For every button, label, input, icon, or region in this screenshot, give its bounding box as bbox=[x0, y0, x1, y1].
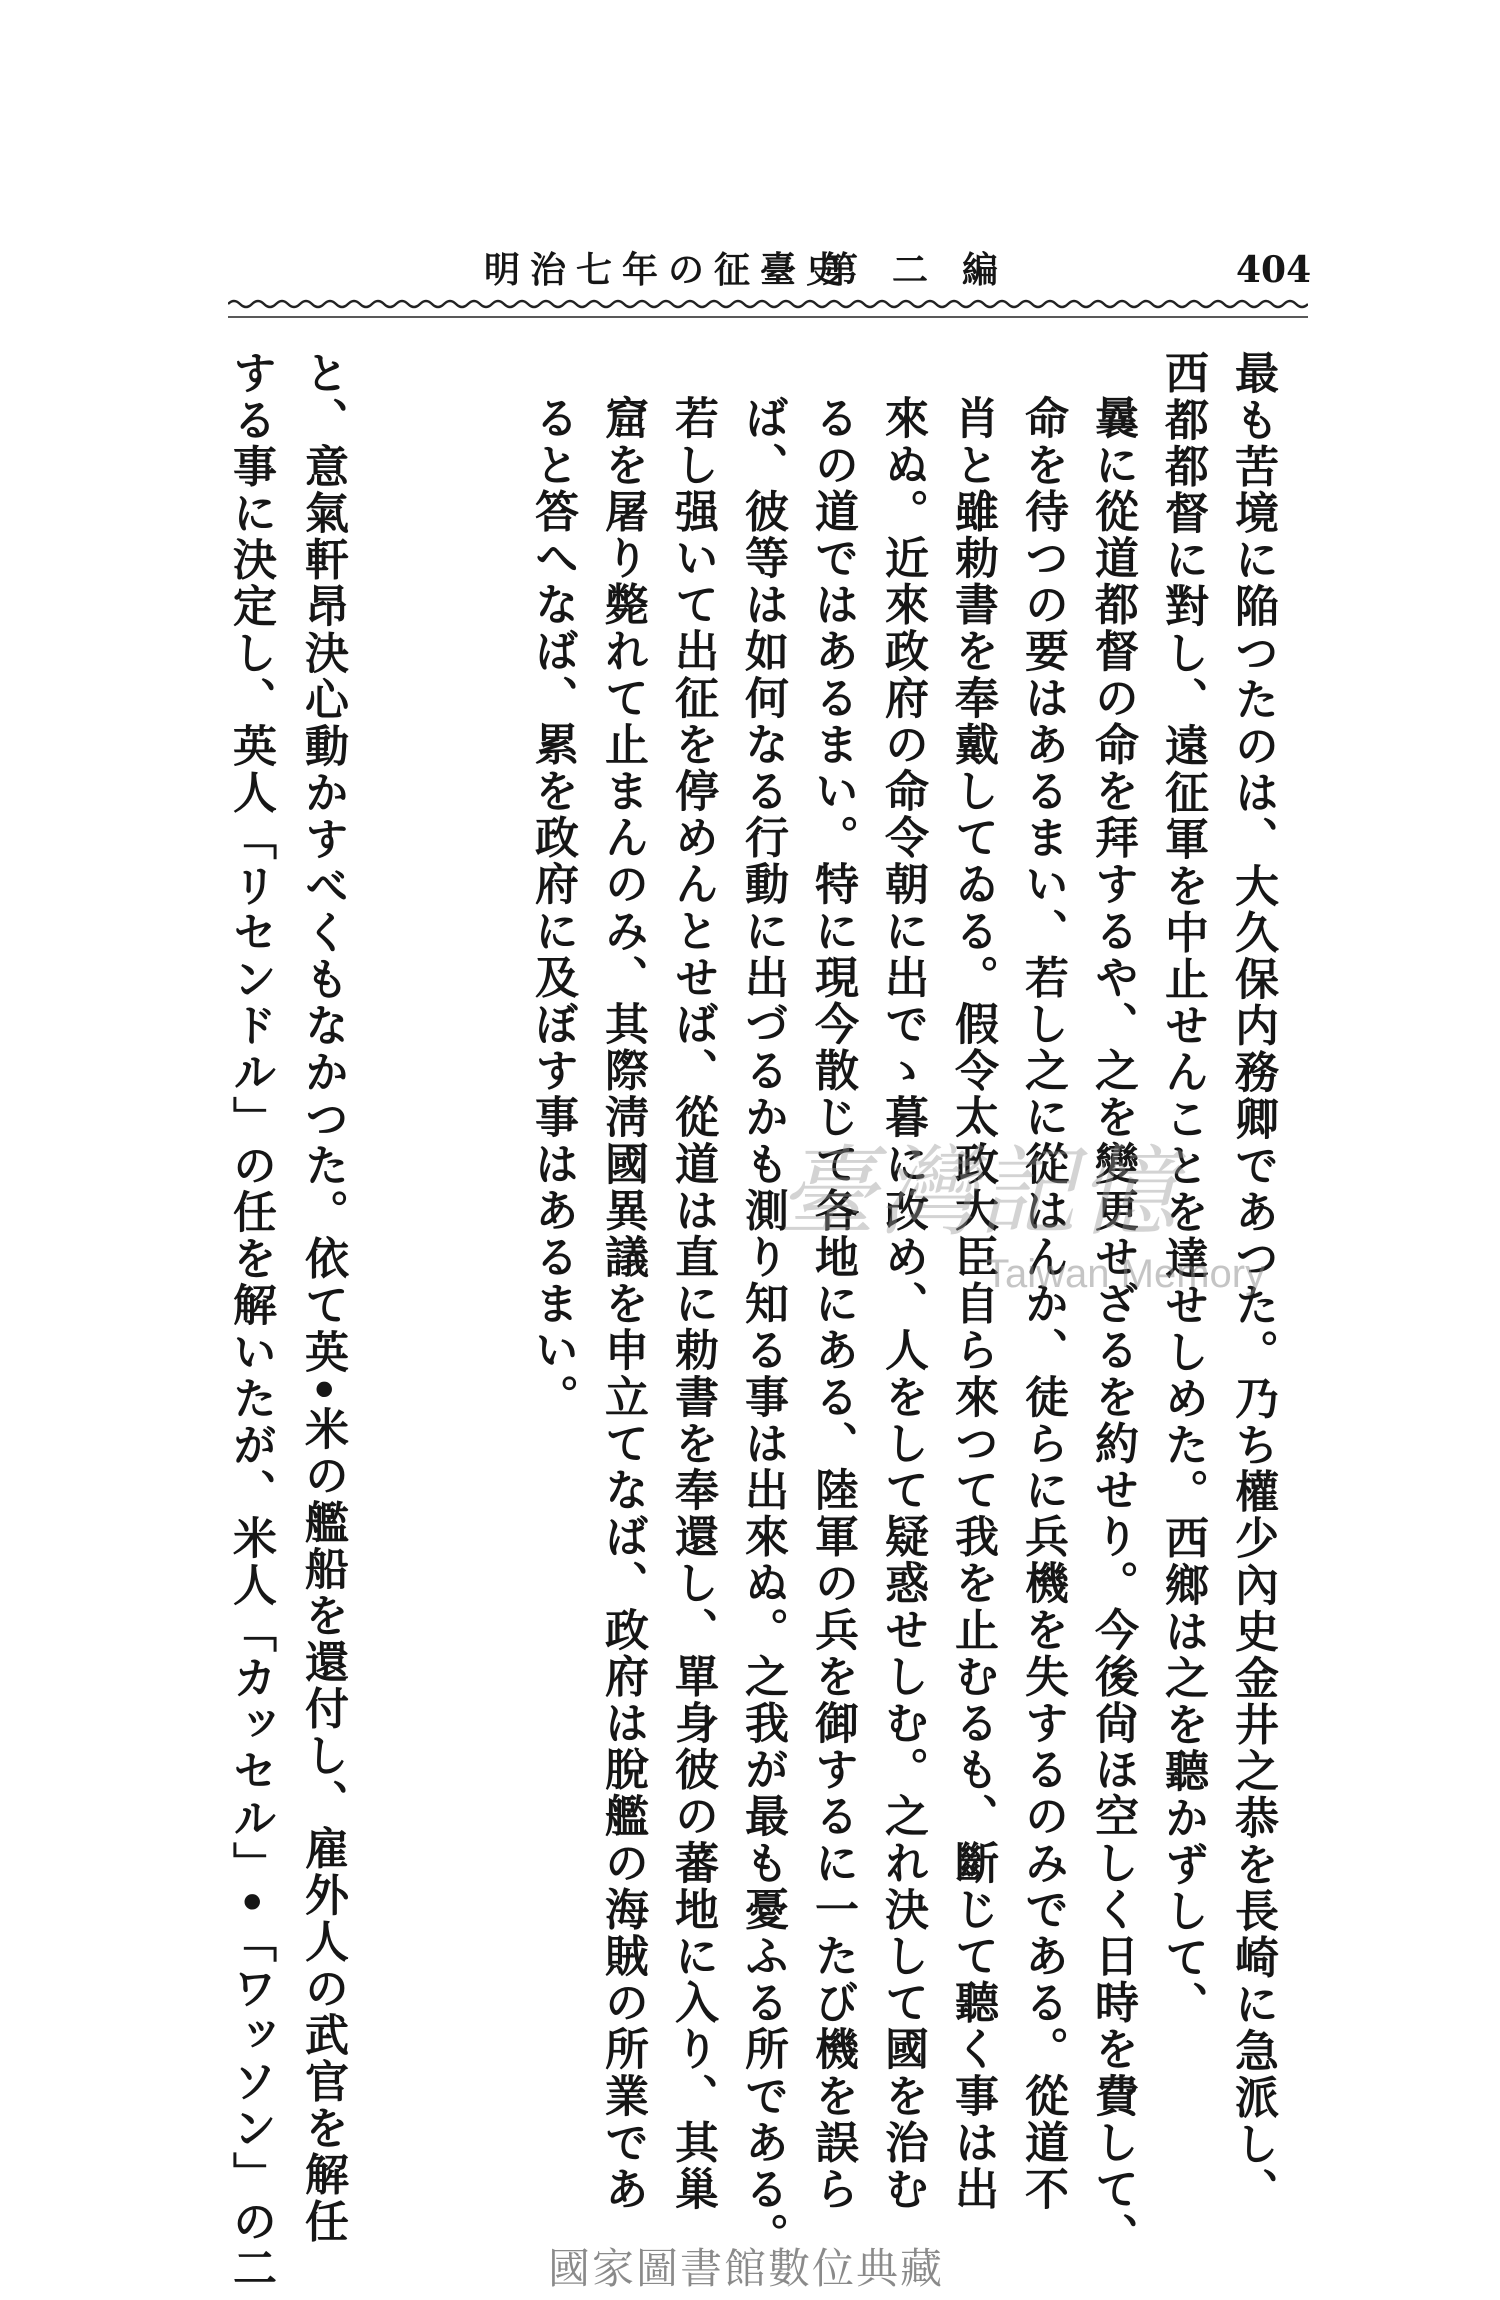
text-column: 西都都督に對し、遠征軍を中止せんことを達せしめた。西鄉は之を聽かずして、 bbox=[1157, 350, 1208, 2028]
watermark-seal: 臺灣記憶 bbox=[778, 1136, 1179, 1250]
text-column: 最も苦境に陥つたのは、大久保内務卿であつた。乃ち權少內史金井之恭を長崎に急派し、 bbox=[1227, 350, 1278, 2214]
footer-credit: 國家圖書館數位典藏 bbox=[548, 2244, 945, 2293]
page-number: 404 bbox=[1236, 249, 1312, 291]
running-head-title: 明治七年の征臺史 bbox=[484, 249, 853, 291]
text-column: する事に決定し、英人「リセンドル」の任を解いたが、米人「カッセル」•「ワッソン」の二 bbox=[225, 350, 276, 2292]
text-column: 肖と雖勅書を奉戴してゐる。假令太政大臣自ら來つて我を止むるも、斷じて聽く事は出 bbox=[947, 395, 998, 2213]
text-column: 來ぬ。近來政府の命令朝に出でゝ暮に改め、人をして疑惑せしむ。之れ決して國を治む bbox=[877, 395, 928, 2213]
running-head-section: 第二編 bbox=[822, 249, 1033, 291]
wavy-header-rule bbox=[228, 296, 1308, 322]
text-column: 曩に從道都督の命を拜するや、之を變更せざるを約せり。今後尙ほ空しく日時を費して、 bbox=[1087, 395, 1138, 2259]
text-column: 命を待つの要はあるまい、若し之に從はんか、徒らに兵機を失するのみである。從道不 bbox=[1017, 395, 1068, 2213]
text-column: るの道ではあるまい。特に現今散じて各地にある、陸軍の兵を御するに一たび機を誤ら bbox=[807, 395, 858, 2213]
text-column: と、意氣軒昂決心動かすべくもなかつた。依て英•米の艦船を還付し、雇外人の武官を解任 bbox=[297, 350, 348, 2245]
text-column: 若し强いて出征を停めんとせば、從道は直に勅書を奉還し、單身彼の蕃地に入り、其巢 bbox=[667, 395, 718, 2213]
watermark-latin: Taiwan Memory bbox=[985, 1252, 1266, 1296]
text-column: 窟を屠り斃れて止まんのみ、其際淸國異議を申立てなば、政府は脫艦の海賊の所業であ bbox=[597, 395, 648, 2213]
text-column: ると答へなば、累を政府に及ぼす事はあるまい。 bbox=[527, 395, 578, 1421]
text-column: ば、彼等は如何なる行動に出づるかも測り知る事は出來ぬ。之我が最も憂ふる所である。 bbox=[737, 395, 788, 2259]
